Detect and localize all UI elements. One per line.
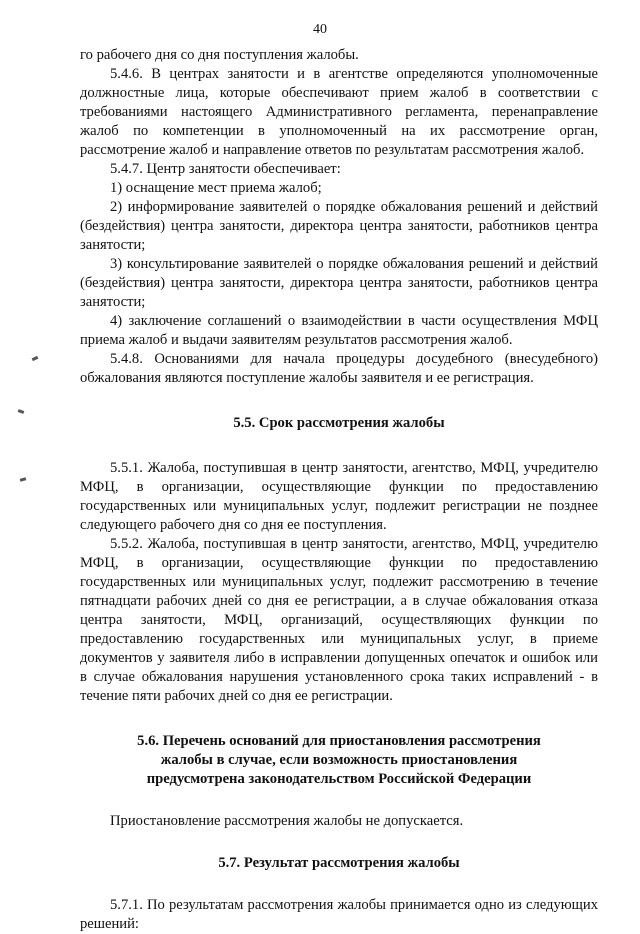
list-item-4: 4) заключение соглашений о взаимодействии в части осуществления МФЦ приема жалоб и выдачи заявителям результатов рассмотрения жалоб. — [80, 313, 598, 348]
paragraph-5-5-2: 5.5.2. Жалоба, поступившая в центр занятости, агентство, МФЦ, учредителю МФЦ, в организации, осуществляющие функции по предоставлению государственных или муниципальных услуг, подлежит рассмотрению в течение пятнадцати рабочих дней со дня ее регистрации, а в случае обжалования отказа центра занятости, МФЦ, организаций, осуществляющих функции по предоставлению государственных или муниципальных услуг, в приеме документов у заявителя либо в исправлении допущенных опечаток и ошибок или в случае обжалования нарушения установленного срока таких исправлений - в течение пяти рабочих дней со дня ее регистрации. — [80, 536, 598, 704]
paragraph-5-5-1: 5.5.1. Жалоба, поступившая в центр занятости, агентство, МФЦ, учредителю МФЦ, в организации, осуществляющие функции по предоставлению государственных или муниципальных услуг, подлежит регистрации не позднее следующего рабочего дня со дня ее поступления. — [80, 460, 598, 533]
spacer — [80, 789, 598, 812]
heading-line: жалобы в случае, если возможность приостановления — [160, 752, 518, 768]
paragraph-5-4-8: 5.4.8. Основаниями для начала процедуры досудебного (внесудебного) обжалования являются поступление жалобы заявителя и ее регистрация. — [80, 351, 598, 386]
document-body — [80, 46, 598, 934]
spacer — [80, 388, 598, 414]
scan-mark — [20, 477, 27, 481]
paragraph-5-7-1: 5.7.1. По результатам рассмотрения жалобы принимается одно из следующих решений: — [80, 897, 598, 932]
scan-mark — [32, 356, 39, 361]
list-item-3: 3) консультирование заявителей о порядке обжалования решений и действий (бездействия) центра занятости, директора центра занятости, работников центра занятости; — [80, 256, 598, 310]
scan-mark — [18, 409, 25, 414]
page-number: 40 — [313, 22, 327, 37]
paragraph-continuation: го рабочего дня со дня поступления жалобы. — [80, 47, 359, 63]
heading-line: 5.6. Перечень оснований для приостановления рассмотрения — [137, 733, 541, 749]
section-heading-5-5: 5.5. Срок рассмотрения жалобы — [233, 415, 445, 431]
section-heading-5-6 — [80, 732, 598, 789]
paragraph-5-4-7: 5.4.7. Центр занятости обеспечивает: — [110, 161, 341, 177]
list-item-1: 1) оснащение мест приема жалоб; — [110, 180, 322, 196]
spacer — [80, 706, 598, 732]
spacer — [80, 873, 598, 896]
heading-line: предусмотрена законодательством Российской Федерации — [146, 771, 532, 787]
section-heading-5-7: 5.7. Результат рассмотрения жалобы — [218, 855, 460, 871]
spacer — [80, 433, 598, 459]
paragraph-5-4-6: 5.4.6. В центрах занятости и в агентстве определяются уполномоченные должностные лица, которые обеспечивают прием жалоб в соответствии с требованиями настоящего Административного регламента, перенаправление жалоб по компетенции в уполномоченный на их рассмотрение орган, рассмотрение жалоб и направление ответов по результатам рассмотрения жалоб. — [80, 66, 598, 158]
paragraph-5-6: Приостановление рассмотрения жалобы не допускается. — [110, 813, 464, 829]
spacer — [80, 831, 598, 854]
list-item-2: 2) информирование заявителей о порядке обжалования решений и действий (бездействия) центра занятости, директора центра занятости, работников центра занятости; — [80, 199, 598, 253]
